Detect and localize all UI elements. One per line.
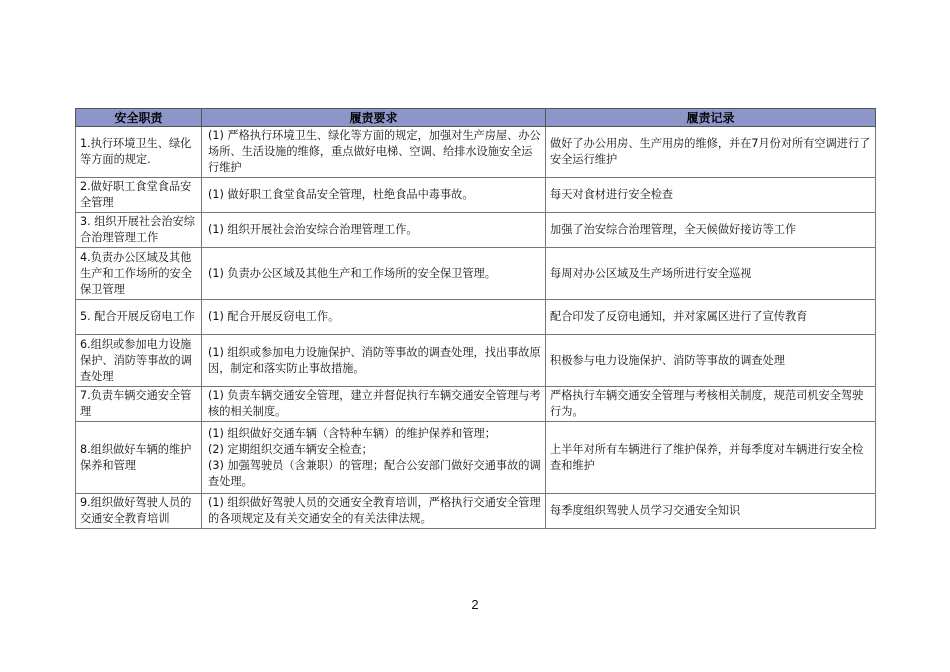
requirements-cell (202, 213, 546, 248)
requirements-cell (202, 178, 546, 213)
header-duty-requirements: 履责要求 (202, 109, 546, 127)
duty-cell: 8.组织做好车辆的维护保养和管理 (76, 422, 202, 494)
header-duty-record: 履责记录 (546, 109, 876, 127)
requirement-item: (1) 严格执行环境卫生、绿化等方面的规定，加强对生产房屋、办公场所、生活设施的维修，重点做好电梯、空调、给排水设施安全运行维护 (208, 129, 541, 174)
table-row (76, 178, 876, 213)
record-cell: 积极参与电力设施保护、消防等事故的调查处理 (546, 335, 876, 387)
duty-cell: 3. 组织开展社会治安综合治理管理工作 (76, 213, 202, 248)
record-cell: 每周对办公区域及生产场所进行安全巡视 (546, 248, 876, 300)
requirement-item: (1) 组织开展社会治安综合治理管理工作。 (208, 223, 418, 236)
header-safety-duty: 安全职责 (76, 109, 202, 127)
requirements-cell (202, 335, 546, 387)
table-row (76, 335, 876, 387)
duty-cell: 7.负责车辆交通安全管理 (76, 387, 202, 422)
requirement-item: (1) 组织或参加电力设施保护、消防等事故的调查处理，找出事故原因，制定和落实防止事故措施。 (208, 345, 541, 375)
requirement-item: (1) 负责办公区域及其他生产和工作场所的安全保卫管理。 (208, 266, 496, 280)
duty-cell: 4.负责办公区域及其他生产和工作场所的安全保卫管理 (76, 248, 202, 300)
duty-cell: 5. 配合开展反窃电工作 (76, 300, 202, 335)
requirement-item: (1) 负责车辆交通安全管理，建立并督促执行车辆交通安全管理与考核的相关制度。 (208, 389, 541, 418)
requirements-cell (202, 127, 546, 178)
table-row (76, 127, 876, 178)
record-cell: 每天对食材进行安全检查 (546, 178, 876, 213)
requirement-item: (1) 组织做好驾驶人员的交通安全教育培训，严格执行交通安全管理的各项规定及有关交通安全的有关法律法规。 (208, 496, 541, 525)
page-number: 2 (471, 597, 479, 612)
record-cell: 每季度组织驾驶人员学习交通安全知识 (546, 494, 876, 529)
table-row (76, 213, 876, 248)
safety-duty-table (75, 108, 876, 529)
duty-cell: 6.组织或参加电力设施保护、消防等事故的调查处理 (76, 335, 202, 387)
table-row (76, 248, 876, 300)
requirements-cell (202, 494, 546, 529)
table-row (76, 300, 876, 335)
duty-cell: 2.做好职工食堂食品安全管理 (76, 178, 202, 213)
requirement-item: (1) 组织做好交通车辆（含特种车辆）的维护保养和管理； (208, 426, 496, 440)
table-row (76, 494, 876, 529)
record-cell: 做好了办公用房、生产用房的维修，并在7月份对所有空调进行了安全运行维护 (546, 127, 876, 178)
requirement-item: (1) 做好职工食堂食品安全管理，杜绝食品中毒事故。 (208, 188, 474, 201)
requirements-cell (202, 387, 546, 422)
table-header-row (76, 109, 876, 127)
duty-cell: 9.组织做好驾驶人员的交通安全教育培训 (76, 494, 202, 529)
duty-cell: 1.执行环境卫生、绿化等方面的规定. (76, 127, 202, 178)
record-cell: 加强了治安综合治理管理，全天候做好接访等工作 (546, 213, 876, 248)
table-row (76, 422, 876, 494)
requirements-cell (202, 300, 546, 335)
requirement-item: (3) 加强驾驶员（含兼职）的管理；配合公安部门做好交通事故的调查处理。 (208, 458, 541, 488)
requirement-item: (1) 配合开展反窃电工作。 (208, 310, 340, 323)
record-cell: 配合印发了反窃电通知，并对家属区进行了宣传教育 (546, 300, 876, 335)
requirement-item: (2) 定期组织交通车辆安全检查； (208, 442, 373, 456)
requirements-cell (202, 422, 546, 494)
table-row (76, 387, 876, 422)
record-cell: 上半年对所有车辆进行了维护保养，并每季度对车辆进行安全检查和维护 (546, 422, 876, 494)
record-cell: 严格执行车辆交通安全管理与考核相关制度，规范司机安全驾驶行为。 (546, 387, 876, 422)
requirements-cell (202, 248, 546, 300)
